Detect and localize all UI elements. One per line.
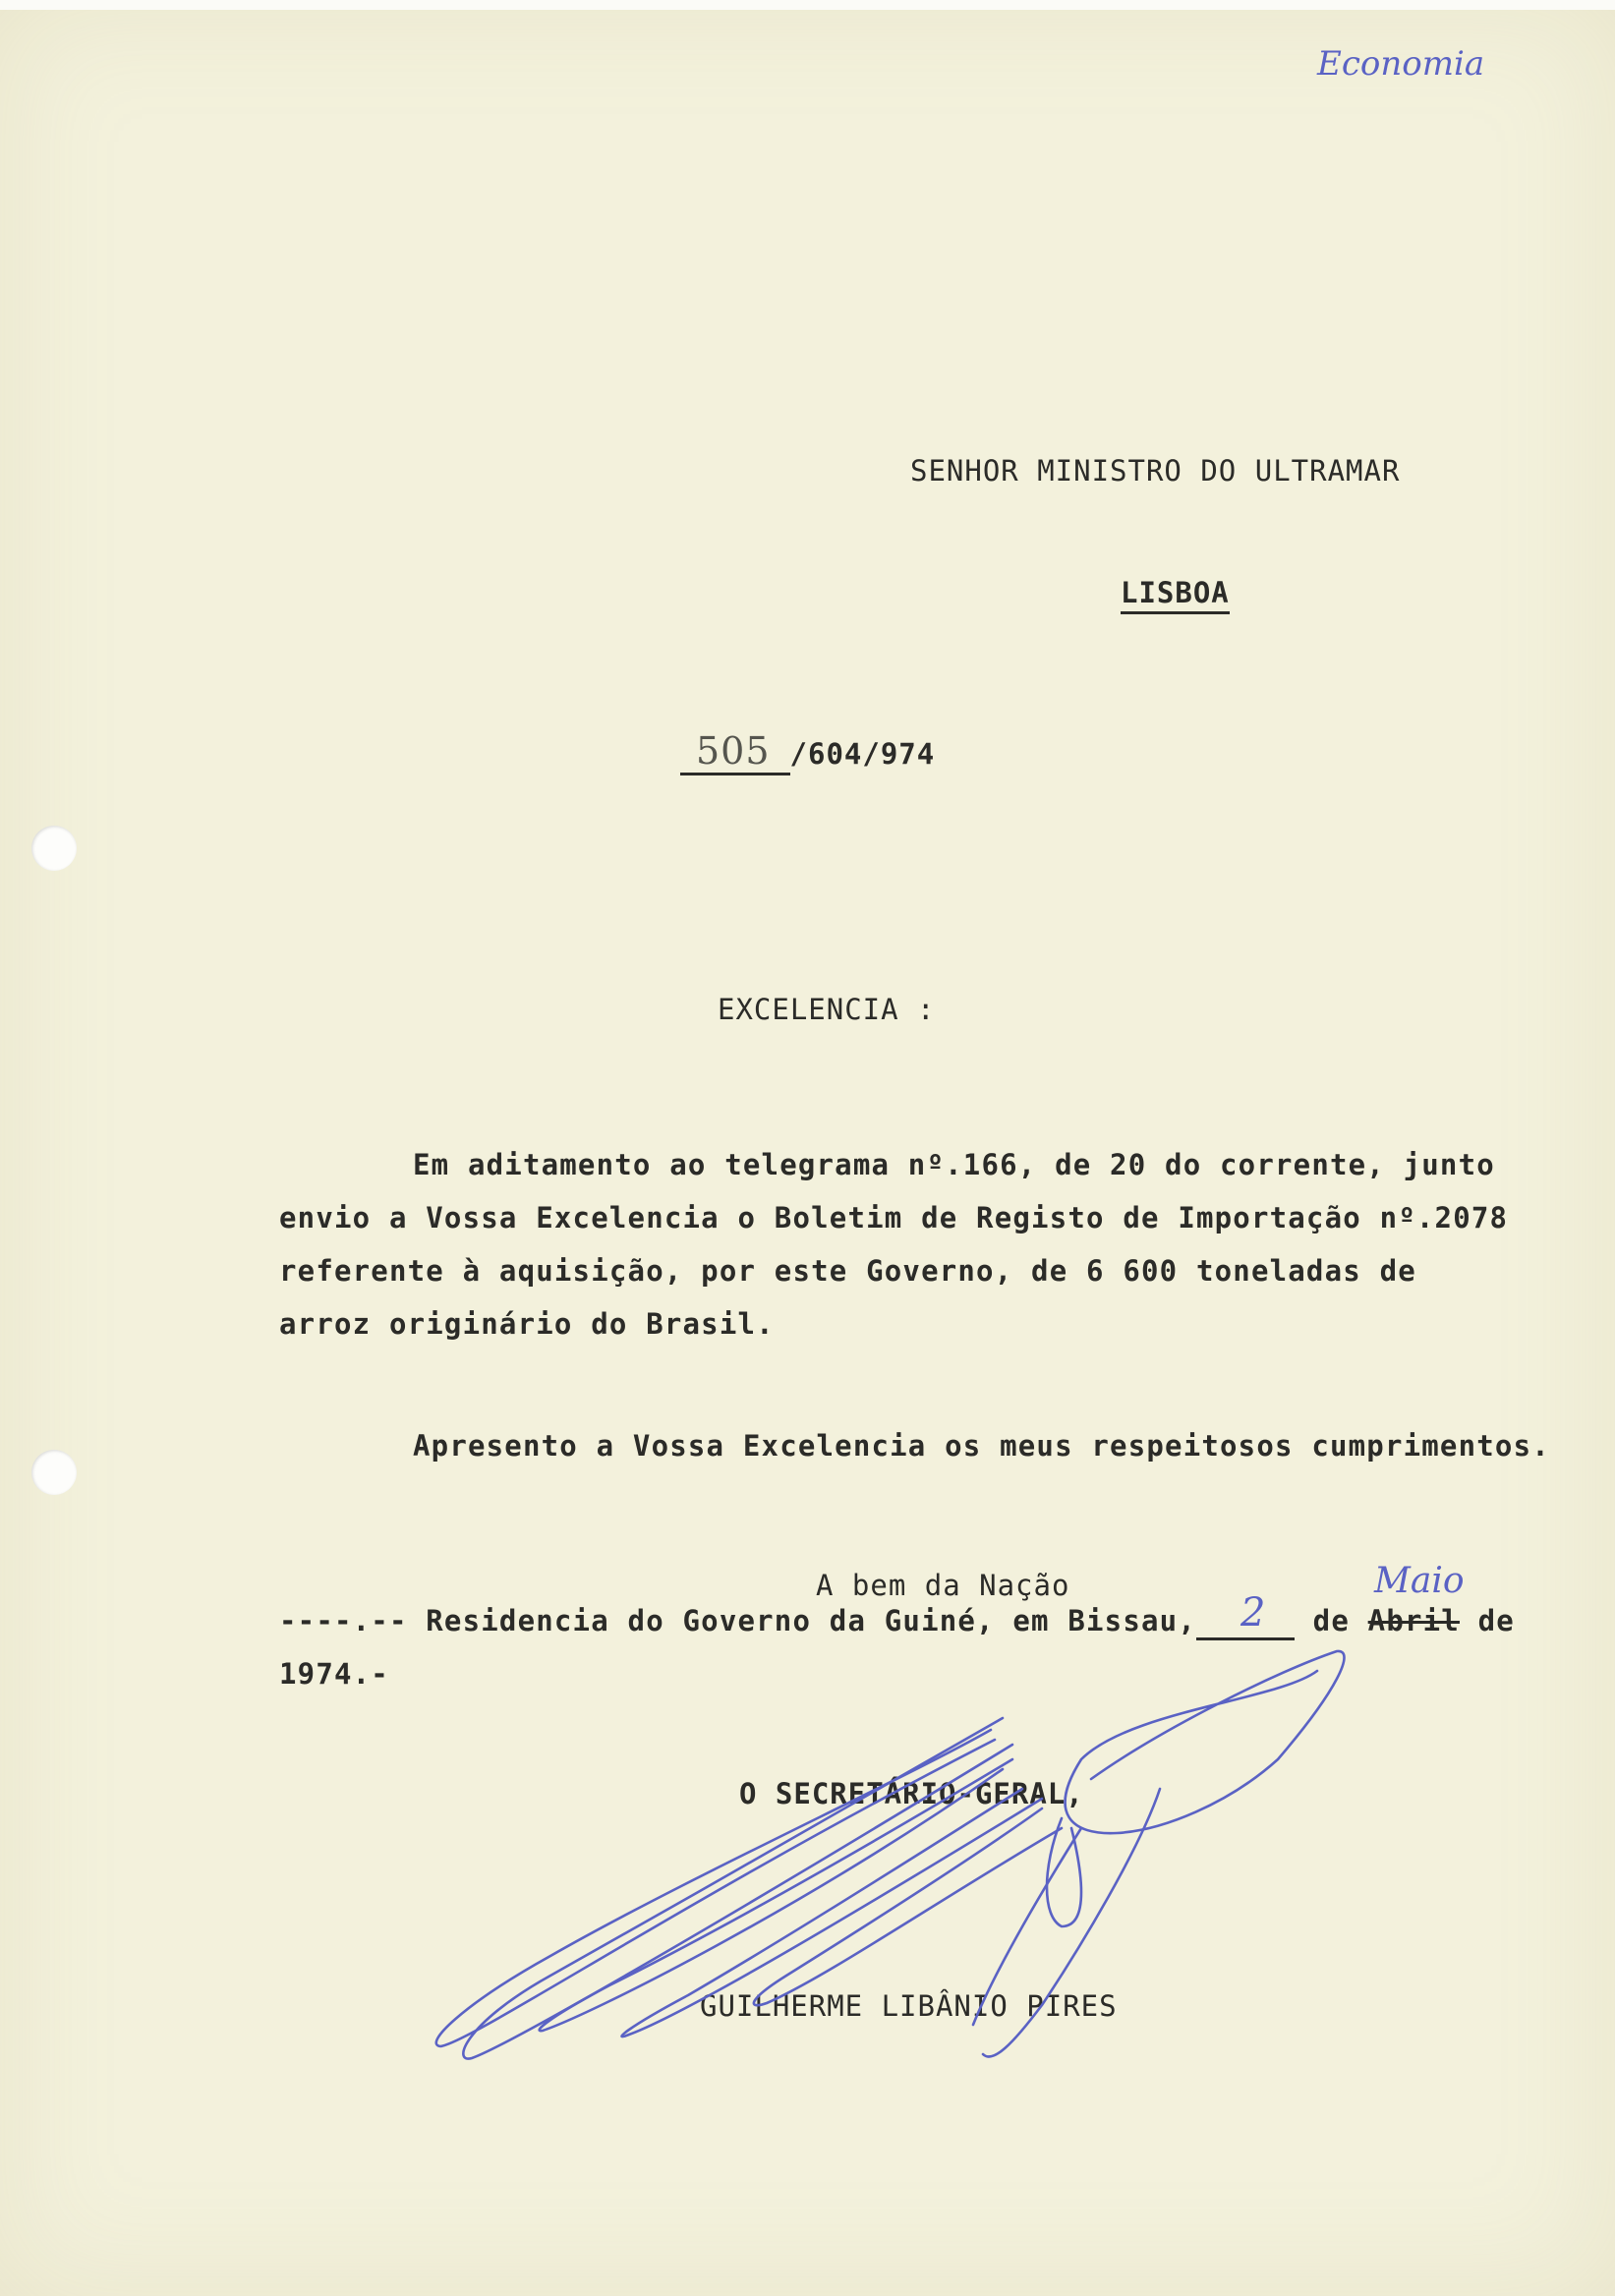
handwritten-annotation: Economia <box>1317 44 1485 84</box>
reference-stamp-number: 505 <box>680 729 790 775</box>
paragraph1-line1: Em aditamento ao telegrama nº.166, de 20 do corrente, junto <box>413 1148 1495 1181</box>
struck-month: Abril <box>1367 1604 1460 1637</box>
paragraph1-line4: arroz originário do Brasil. <box>279 1307 775 1341</box>
addressee: SENHOR MINISTRO DO ULTRAMAR <box>910 454 1401 488</box>
reference-suffix: /604/974 <box>789 737 936 771</box>
signatory-name: GUILHERME LIBÂNIO PIRES <box>700 1989 1118 2023</box>
salutation: EXCELENCIA : <box>718 993 936 1026</box>
de-1: de <box>1312 1604 1350 1637</box>
signatory-title: O SECRETÁRIO-GERAL, <box>739 1777 1084 1810</box>
paragraph1-line2: envio a Vossa Excelencia o Boletim de Registo de Importação nº.2078 <box>279 1201 1509 1234</box>
handwritten-month: Maio <box>1374 1561 1465 1601</box>
handwritten-day: 2 <box>1240 1590 1266 1636</box>
motto: A bem da Nação <box>816 1569 1070 1602</box>
place-prefix: ----.-- Residencia do Governo da Guiné, em Bissau, <box>279 1604 1196 1637</box>
year: 1974.- <box>279 1657 389 1691</box>
paragraph2: Apresento a Vossa Excelencia os meus respeitosos cumprimentos. <box>413 1429 1550 1463</box>
city: LISBOA <box>1121 576 1230 614</box>
paragraph1-line3: referente à aquisição, por este Governo, de 6 600 toneladas de <box>279 1254 1416 1288</box>
de-2: de <box>1477 1604 1515 1637</box>
